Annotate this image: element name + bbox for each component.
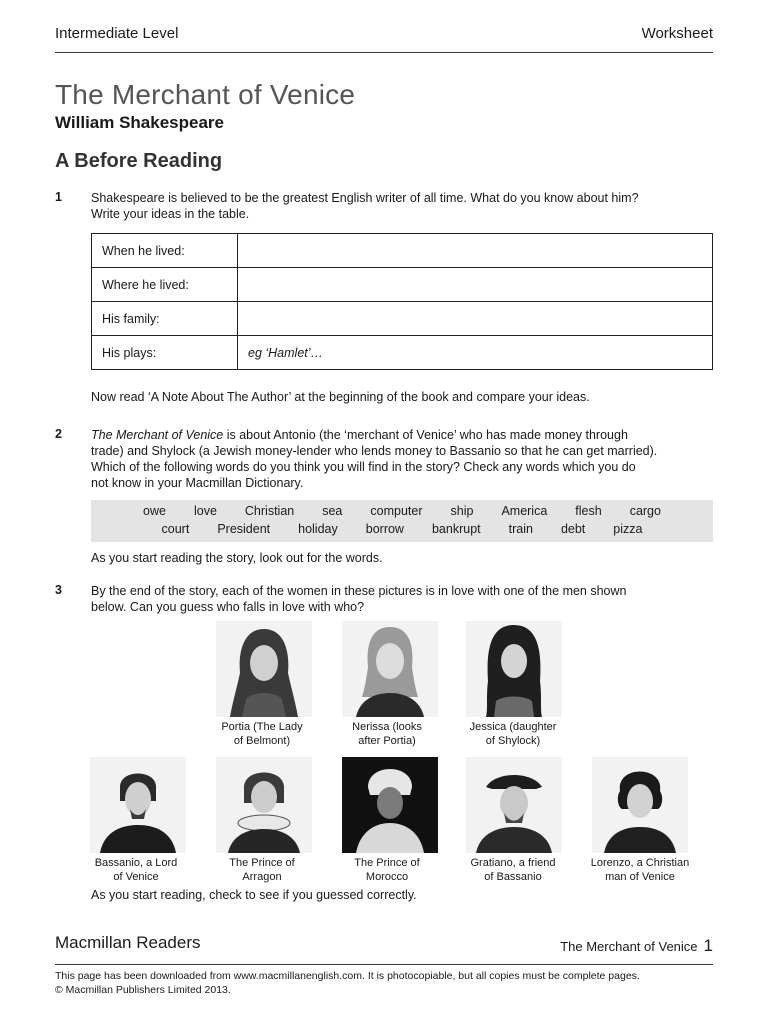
caption-line: The Prince of <box>229 857 295 869</box>
word-item: court <box>161 522 190 536</box>
table-label: Where he lived: <box>92 268 238 302</box>
page-footer <box>55 930 713 965</box>
portrait-caption <box>207 857 317 884</box>
table-answer-cell[interactable] <box>238 302 713 336</box>
question-2-line: Which of the following words do you think you will find in the story? Check any words which you do <box>91 460 636 474</box>
download-note: This page has been downloaded from www.macmillanenglish.com. It is photocopiable, but all copies must be complete pages. <box>55 970 640 982</box>
word-item: Christian <box>244 504 295 518</box>
word-item: President <box>217 522 271 536</box>
table-answer-cell[interactable]: eg ‘Hamlet’… <box>238 336 713 370</box>
table-row <box>92 336 713 370</box>
word-row <box>91 504 713 518</box>
word-row <box>91 522 713 536</box>
prince-of-arragon-portrait <box>216 757 312 853</box>
question-1-number: 1 <box>55 190 62 204</box>
portrait-caption <box>207 721 317 748</box>
caption-line: Bassanio, a Lord <box>94 857 178 869</box>
portrait-caption <box>585 857 695 884</box>
question-1-text <box>91 190 711 222</box>
table-answer-cell[interactable] <box>238 234 713 268</box>
footer-book-title <box>560 936 713 956</box>
caption-line: of Shylock) <box>485 734 541 747</box>
word-item: cargo <box>629 504 661 518</box>
footer-book-name: The Merchant of Venice <box>560 939 698 954</box>
author-name: William Shakespeare <box>55 113 224 132</box>
caption-line: Portia (The Lady <box>221 721 303 733</box>
word-item: pizza <box>613 522 643 536</box>
caption-line: of Belmont) <box>233 734 291 747</box>
caption-line: Lorenzo, a Christian <box>590 857 690 869</box>
portrait-caption <box>458 857 568 884</box>
book-title-italic: The Merchant of Venice <box>91 428 224 442</box>
caption-line: of Venice <box>113 870 159 883</box>
question-2-line <box>91 427 711 443</box>
word-item: sea <box>322 504 343 518</box>
nerissa-portrait <box>342 621 438 717</box>
prince-of-morocco-portrait <box>342 757 438 853</box>
ideas-table <box>91 233 713 370</box>
caption-line: Arragon <box>242 870 282 883</box>
page-header <box>55 24 713 53</box>
caption-line: Gratiano, a friend <box>470 857 556 869</box>
word-item: debt <box>560 522 586 536</box>
word-box <box>91 500 713 542</box>
word-item: flesh <box>575 504 602 518</box>
level-label: Intermediate Level <box>55 25 179 42</box>
bassanio-portrait <box>90 757 186 853</box>
word-item: America <box>501 504 548 518</box>
question-3-line: By the end of the story, each of the women in these pictures is in love with one of the men shown <box>91 584 627 598</box>
word-item: borrow <box>365 522 404 536</box>
question-3-number: 3 <box>55 583 62 597</box>
caption-line: Nerissa (looks <box>352 721 422 733</box>
publisher-brand: Macmillan Readers <box>55 933 201 952</box>
question-3-followup: As you start reading, check to see if you guessed correctly. <box>91 888 417 902</box>
question-1-line: Shakespeare is believed to be the greatest English writer of all time. What do you know about him? <box>91 191 639 205</box>
portrait-caption <box>332 857 442 884</box>
question-2-text <box>91 427 711 491</box>
word-item: owe <box>143 504 166 518</box>
table-row <box>92 268 713 302</box>
question-2-line-rest: is about Antonio (the ‘merchant of Venice’ who has made money through <box>223 428 628 442</box>
portrait-caption <box>81 857 191 884</box>
question-2-line: trade) and Shylock (a Jewish money-lender who lends money to Bassanio so that he can get married). <box>91 444 658 458</box>
portia-portrait <box>216 621 312 717</box>
jessica-portrait <box>466 621 562 717</box>
word-item: love <box>193 504 217 518</box>
question-2-line: not know in your Macmillan Dictionary. <box>91 476 304 490</box>
caption-line: The Prince of <box>354 857 420 869</box>
table-label: His plays: <box>92 336 238 370</box>
word-item: ship <box>450 504 474 518</box>
caption-line: of Bassanio <box>484 870 542 883</box>
question-2-number: 2 <box>55 427 62 441</box>
question-1-line: Write your ideas in the table. <box>91 207 250 221</box>
word-item: computer <box>370 504 423 518</box>
caption-line: Jessica (daughter <box>469 721 557 733</box>
section-heading: A Before Reading <box>55 150 223 172</box>
table-label: When he lived: <box>92 234 238 268</box>
caption-line: after Portia) <box>358 734 416 747</box>
page-title: The Merchant of Venice <box>55 79 356 110</box>
worksheet-label: Worksheet <box>641 25 713 42</box>
table-answer-cell[interactable] <box>238 268 713 302</box>
question-1-followup: Now read ‘A Note About The Author’ at the beginning of the book and compare your ideas. <box>91 390 590 404</box>
page-number: 1 <box>703 936 713 955</box>
table-row <box>92 234 713 268</box>
word-item: bankrupt <box>431 522 481 536</box>
question-3-text <box>91 583 711 615</box>
table-row <box>92 302 713 336</box>
lorenzo-portrait <box>592 757 688 853</box>
copyright-line: © Macmillan Publishers Limited 2013. <box>55 984 231 996</box>
word-item: train <box>508 522 533 536</box>
portrait-caption <box>458 721 568 748</box>
question-3-line: below. Can you guess who falls in love with who? <box>91 600 365 614</box>
word-item: holiday <box>298 522 338 536</box>
gratiano-portrait <box>466 757 562 853</box>
caption-line: Morocco <box>365 870 409 883</box>
table-label: His family: <box>92 302 238 336</box>
caption-line: man of Venice <box>605 870 675 883</box>
portrait-caption <box>332 721 442 748</box>
copyright-note <box>55 969 725 997</box>
question-2-followup: As you start reading the story, look out for the words. <box>91 551 383 565</box>
